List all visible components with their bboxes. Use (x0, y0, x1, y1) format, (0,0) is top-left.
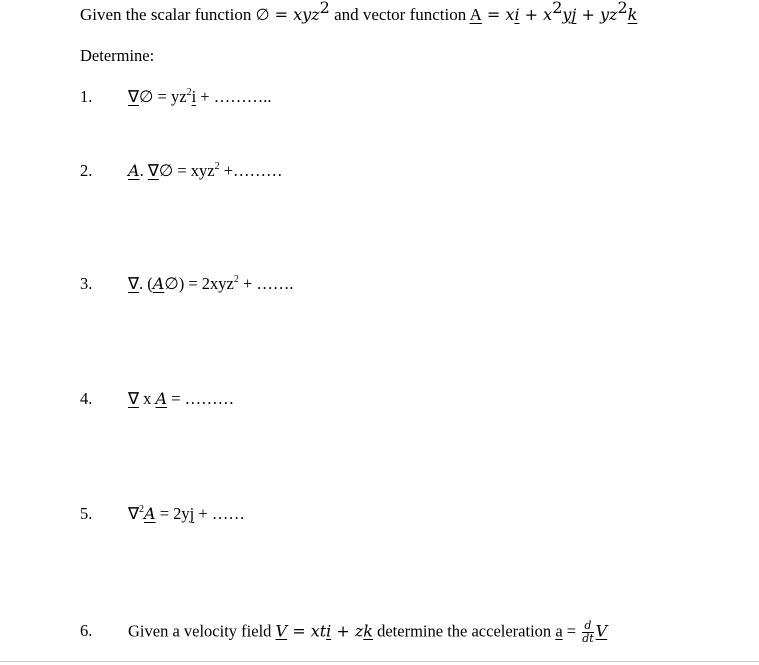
question-expression (128, 503, 245, 525)
determine-label: Determine: (80, 46, 155, 65)
problem-intro (80, 0, 638, 26)
answer-blank: + ……. (238, 274, 294, 293)
unit-j: j (189, 504, 195, 523)
vector-A-symbol: A (128, 161, 140, 180)
question-6 (80, 620, 607, 645)
exp: 2 (186, 87, 192, 98)
question-number: 6. (80, 621, 93, 641)
equals: = (481, 5, 506, 24)
plus: + (519, 5, 544, 24)
equals: = (287, 621, 311, 641)
phi-symbol: ∅ (164, 274, 179, 293)
nabla-symbol: ∇ (128, 274, 140, 293)
expr-text: = yz (153, 87, 187, 106)
unit-i: i (326, 621, 332, 641)
question-number: 3. (80, 274, 93, 293)
question-1 (80, 86, 271, 108)
exp: 2 (233, 274, 239, 285)
term-yz: yz (599, 5, 618, 24)
cross: x (139, 389, 156, 408)
expr-text: = 2y (155, 504, 190, 523)
vector-A-symbol: A (152, 274, 165, 293)
unit-i: i (514, 5, 520, 24)
nabla-symbol: ∇ (128, 504, 140, 523)
exp: 2 (214, 161, 220, 172)
dot-paren: . ( (139, 274, 153, 293)
question-expression (128, 388, 234, 410)
vector-A-symbol: A (469, 5, 482, 24)
phi-symbol: ∅ (158, 161, 174, 180)
plus: + (576, 5, 600, 24)
unit-i: i (191, 87, 197, 106)
answer-blank: + …… (194, 504, 245, 523)
question-expression (128, 620, 607, 645)
derivative-fraction (582, 620, 593, 645)
answer-blank: + ……….. (196, 87, 272, 106)
question-text: determine the acceleration (372, 621, 556, 641)
question-5 (80, 503, 245, 525)
intro-lead: Given the scalar function (80, 5, 252, 24)
term-xt: xt (310, 621, 327, 641)
unit-k: k (363, 621, 373, 641)
scalar-expr: xyz (293, 5, 320, 24)
exp: 2 (552, 0, 563, 17)
nabla-symbol: ∇ (128, 87, 140, 106)
intro-mid: and vector function (334, 5, 470, 24)
exp: 2 (617, 0, 628, 17)
nabla-symbol: ∇ (147, 161, 159, 180)
answer-blank: = ……… (167, 389, 235, 408)
question-text: Given a velocity field (128, 621, 276, 641)
plus: + (331, 621, 355, 641)
term-y: y (562, 5, 572, 24)
vector-V-symbol: V (595, 621, 608, 641)
question-number: 1. (80, 87, 93, 106)
question-number: 2. (80, 161, 93, 180)
fraction-denominator: dt (582, 632, 594, 645)
term-x: x (505, 5, 515, 24)
acceleration-symbol: a (555, 621, 563, 641)
vector-A-symbol: A (144, 504, 156, 523)
equals: = (562, 621, 581, 641)
phi-symbol: ∅ (139, 87, 154, 106)
vector-A-symbol: A (155, 389, 168, 408)
term-x2: x (543, 5, 553, 24)
dot: . (139, 161, 148, 180)
scalar-exp: 2 (319, 0, 330, 17)
nabla-symbol: ∇ (128, 389, 140, 408)
question-3 (80, 273, 294, 295)
expr-text: = xyz (173, 161, 215, 180)
fraction-numerator: d (582, 620, 593, 633)
unit-k: k (627, 5, 638, 24)
question-4 (80, 388, 234, 410)
question-expression (128, 86, 271, 108)
question-expression (128, 160, 283, 182)
expr-text: ) = 2xyz (178, 274, 234, 293)
vector-V-symbol: V (275, 621, 288, 641)
exp: 2 (139, 504, 145, 515)
page-bottom-border (0, 661, 759, 662)
unit-j: j (571, 5, 577, 24)
equals: = (269, 5, 294, 24)
question-number: 5. (80, 504, 93, 523)
term-z: z (354, 621, 364, 641)
scalar-phi-symbol: ∅ (255, 5, 270, 24)
answer-blank: +……… (219, 161, 283, 180)
question-2 (80, 160, 283, 182)
question-number: 4. (80, 389, 93, 408)
question-expression (128, 273, 294, 295)
